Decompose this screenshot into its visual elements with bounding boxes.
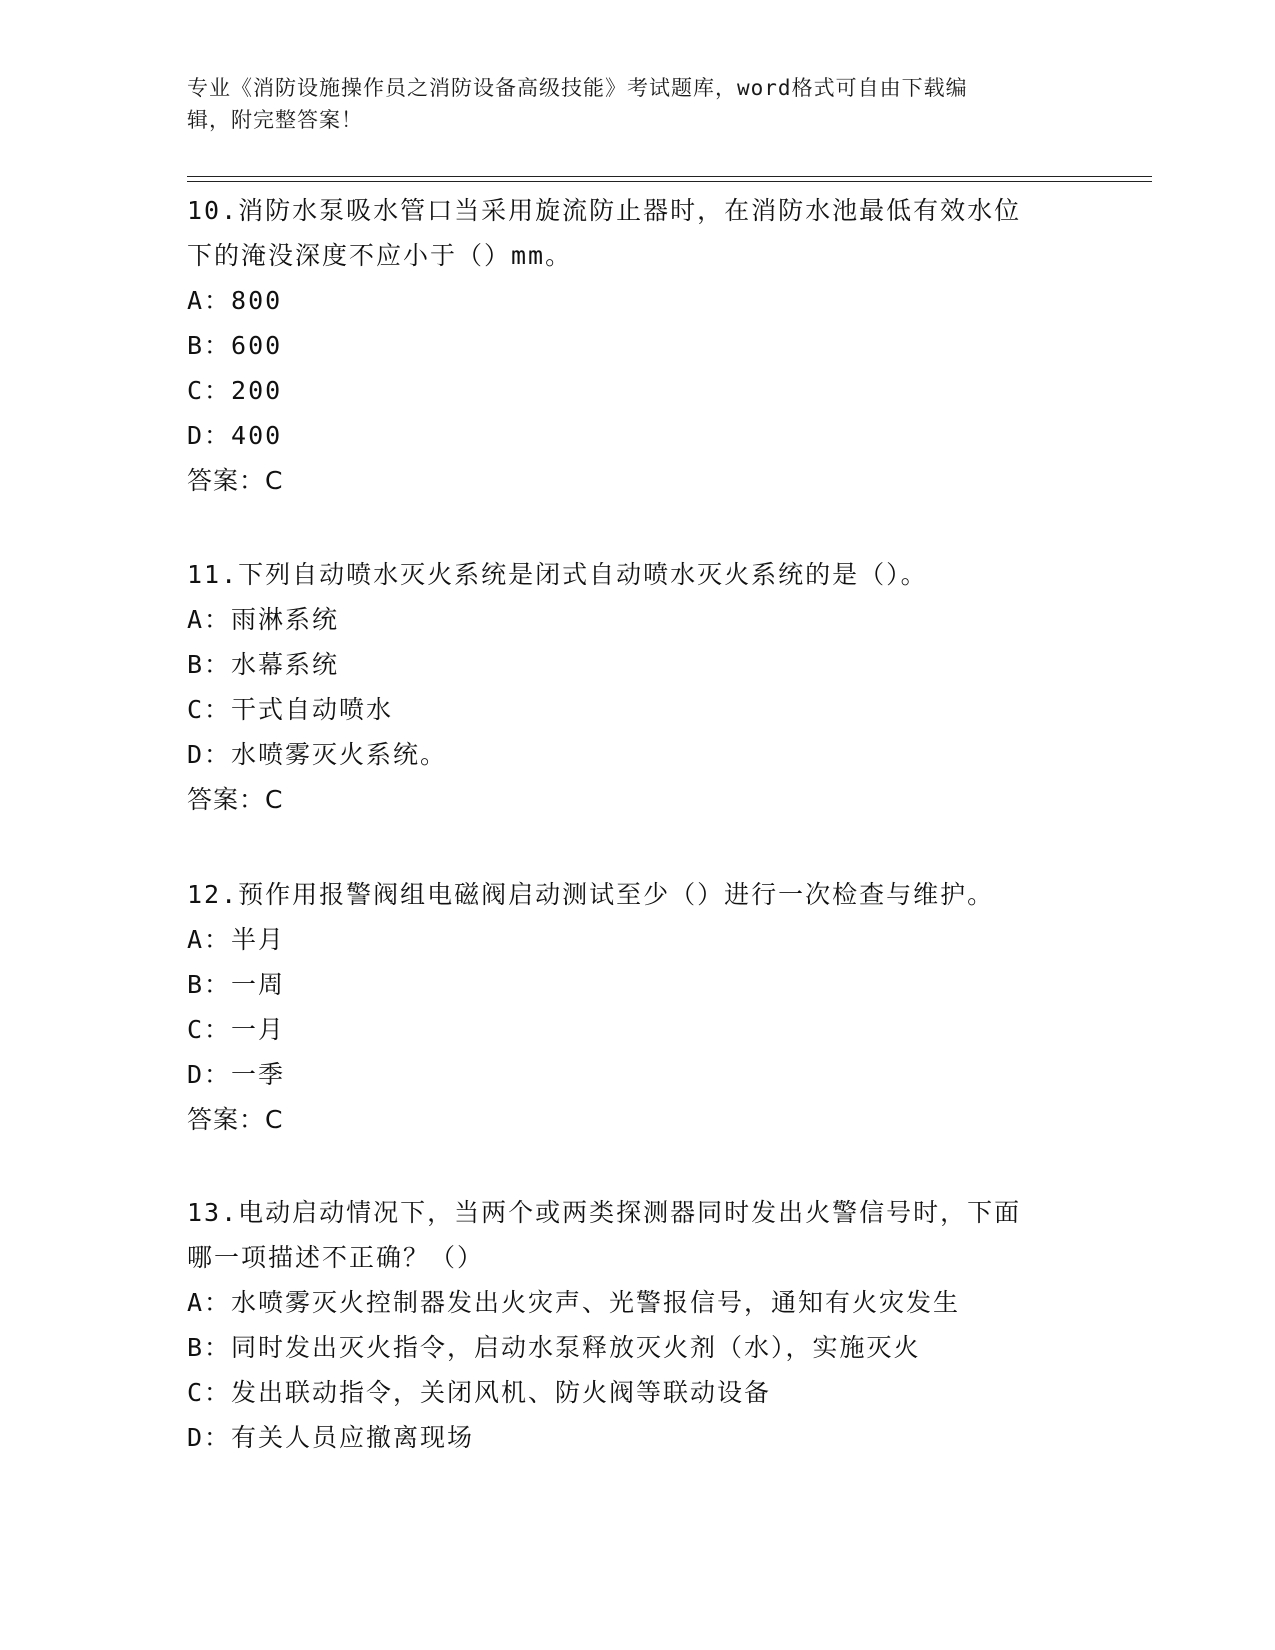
option-b: B：600: [187, 331, 283, 360]
option-c: C：一月: [187, 1015, 286, 1044]
question-11: [187, 552, 1087, 823]
header-divider-top: [187, 176, 1152, 177]
answer: 答案：C: [187, 785, 284, 814]
question-stem-line-2: 哪一项描述不正确？（）: [187, 1243, 485, 1272]
option-a: A：雨淋系统: [187, 605, 340, 634]
option-d: D：400: [187, 421, 283, 450]
option-c: C：200: [187, 376, 283, 405]
option-c: C：发出联动指令，关闭风机、防火阀等联动设备: [187, 1378, 772, 1407]
header-line-1: 专业《消防设施操作员之消防设备高级技能》考试题库，word格式可自由下载编: [187, 76, 968, 100]
question-stem-line-2: 下的淹没深度不应小于（）mm。: [187, 241, 573, 270]
option-d: D：一季: [187, 1060, 286, 1089]
header-line-2: 辑，附完整答案！: [187, 108, 363, 132]
question-13: [187, 1190, 1087, 1460]
question-stem-line-1: 13.电动启动情况下，当两个或两类探测器同时发出火警信号时，下面: [187, 1198, 1022, 1227]
option-d: D：有关人员应撤离现场: [187, 1423, 475, 1452]
option-a: A：800: [187, 286, 283, 315]
header-divider-bottom: [187, 181, 1152, 182]
answer: 答案：C: [187, 1105, 284, 1134]
question-stem-line-1: 12.预作用报警阀组电磁阀启动测试至少（）进行一次检查与维护。: [187, 880, 995, 909]
option-a: A：水喷雾灭火控制器发出火灾声、光警报信号，通知有火灾发生: [187, 1288, 961, 1317]
document-header: [187, 72, 1087, 136]
question-12: [187, 872, 1087, 1143]
question-stem-line-1: 11.下列自动喷水灭火系统是闭式自动喷水灭火系统的是（）。: [187, 560, 928, 589]
option-d: D：水喷雾灭火系统。: [187, 740, 448, 769]
option-b: B：一周: [187, 970, 286, 999]
option-c: C：干式自动喷水: [187, 695, 394, 724]
question-10: [187, 188, 1087, 504]
question-stem-line-1: 10.消防水泵吸水管口当采用旋流防止器时，在消防水池最低有效水位: [187, 196, 1022, 225]
answer: 答案：C: [187, 466, 284, 495]
option-b: B：同时发出灭火指令，启动水泵释放灭火剂（水），实施灭火: [187, 1333, 921, 1362]
option-a: A：半月: [187, 925, 286, 954]
option-b: B：水幕系统: [187, 650, 340, 679]
